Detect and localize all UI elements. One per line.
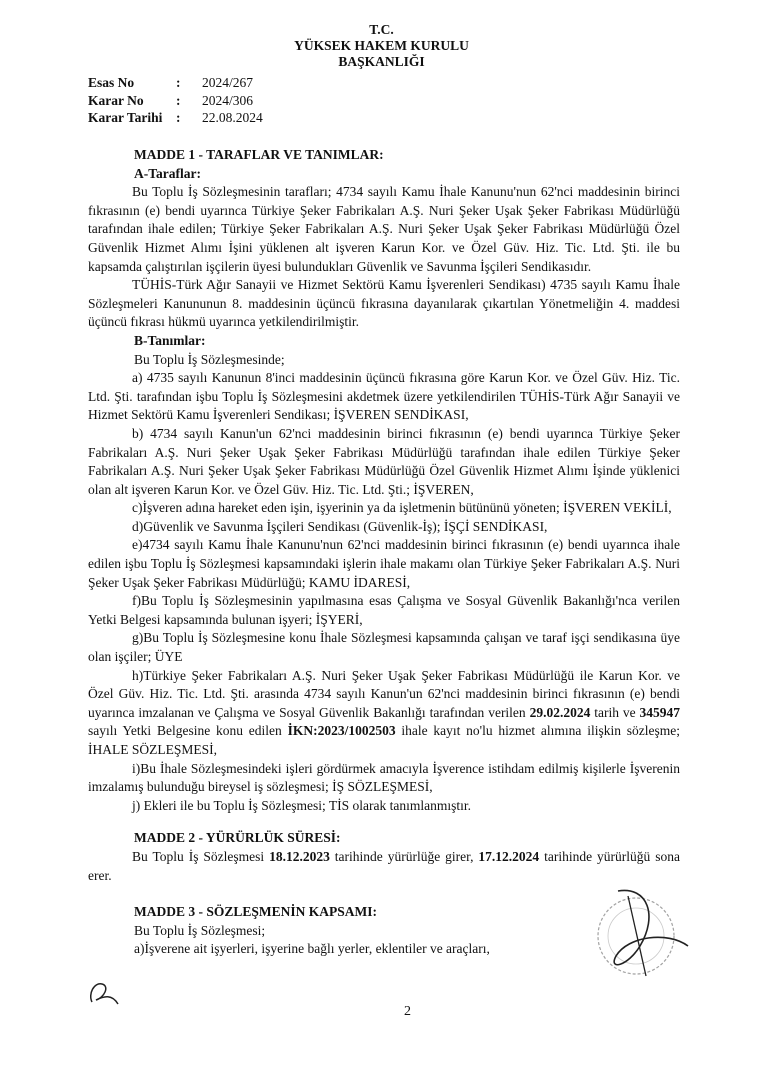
definition-h-text-3: sayılı Yetki Belgesine konu edilen [88, 723, 288, 739]
madde3-item-a: a)İşverene ait işyerleri, işyerine bağlı yerler, eklentiler ve araçları, [134, 941, 490, 957]
karar-label: Karar No [88, 92, 144, 108]
signature-stamp-icon [588, 876, 708, 986]
yetki-number: 345947 [639, 704, 680, 720]
definition-j: j) Ekleri ile bu Toplu İş Sözleşmesi; TİS olarak tanımlanmıştır. [132, 797, 472, 813]
karar-colon: : [176, 92, 181, 108]
definition-h-text-4: ihale kayıt no'lu hizmet alımına ilişkin sözleşme; İHALE SÖZLEŞMESİ, [88, 723, 680, 757]
madde1-heading: MADDE 1 - TARAFLAR VE TANIMLAR: [134, 147, 384, 162]
document-body [88, 146, 680, 959]
esas-label: Esas No [88, 75, 135, 90]
tarih-label: Karar Tarihi [88, 110, 163, 125]
karar-value: 2024/306 [202, 92, 254, 108]
definition-h-text-2: tarih ve [590, 704, 640, 720]
section-gap [88, 815, 680, 829]
definition-d: d)Güvenlik ve Savunma İşçileri Sendikası (Güvenlik-İş); İŞÇİ SENDİKASI, [132, 518, 548, 534]
header-institution: YÜKSEK HAKEM KURULU [294, 38, 469, 53]
madde2-text-2: tarihinde yürürlüğe girer, [329, 848, 479, 864]
madde3-heading: MADDE 3 - SÖZLEŞMENİN KAPSAMI: [134, 904, 378, 920]
tanimlar-heading: B-Tanımlar: [134, 332, 206, 348]
case-metadata [88, 74, 263, 127]
esas-colon: : [176, 75, 181, 90]
yetki-date: 29.02.2024 [529, 704, 591, 720]
esas-row [88, 74, 263, 92]
definition-a: a) 4735 sayılı Kanunun 8'inci maddesinin üçüncü fıkrasına göre Karun Kor. ve Özel Güv. Hiz. Tic. Ltd. Şti. tarafından işbu Toplu İş Sözleşmesini akdetmek üzere yetkilendirilen TÜHİS-Türk Ağır Sanayii ve Hizmet Sektörü Kamu İşverenleri Sendikası; İŞVEREN SENDİKASI, [88, 370, 680, 423]
end-date: 17.12.2024 [478, 848, 540, 864]
tarih-row [88, 109, 263, 127]
definition-f: f)Bu Toplu İş Sözleşmesinin yapılmasına esas Çalışma ve Sosyal Güvenlik Bakanlığı'nca verilen Yetki Belgesi kapsamında bulunan işyeri; İŞYERİ, [88, 593, 680, 627]
tarih-colon: : [176, 110, 181, 125]
definition-h-text-1: h)Türkiye Şeker Fabrikaları A.Ş. Nuri Şeker Uşak Şeker Fabrikası Müdürlüğü ile Karun Kor. ve Özel Güv. Hiz. Tic. Ltd. Şti. arasında 4734 sayılı Kanun'un 62'nci maddesinin birinci fıkrasının (e) bendi uyarınca imzalanan ve Çalışma ve Sosyal Güvenlik Bakanlığı tarafından verilen [88, 667, 680, 720]
definition-e: e)4734 sayılı Kamu İhale Kanunu'nun 62'nci maddesinin birinci fıkrasının (e) bendi uyarınca ihale edilen işbu Toplu İş Sözleşmesi kapsamındaki işlerin ihale makamı olan Türkiye Şeker Fabrikaları A.Ş. Nuri Şeker Uşak Şeker Fabrikası Müdürlüğü; KAMU İDARESİ, [88, 537, 680, 590]
start-date: 18.12.2023 [269, 848, 330, 864]
madde3-intro: Bu Toplu İş Sözleşmesi; [134, 922, 266, 938]
definition-i: i)Bu İhale Sözleşmesindeki işleri gördürmek amacıyla İşverence istihdam edilmiş kişilerle İşverenin imzalamış bulunduğu bireysel iş sözleşmesi; İŞ SÖZLEŞMESİ, [88, 760, 680, 795]
definition-g: g)Bu Toplu İş Sözleşmesine konu İhale Sözleşmesi kapsamında çalışan ve taraf işçi sendikasına üye olan işçiler; ÜYE [88, 630, 680, 665]
header-presidency: BAŞKANLIĞI [338, 54, 425, 69]
madde2-text-3: tarihinde yürürlüğü sona erer. [88, 848, 680, 883]
tanimlar-intro: Bu Toplu İş Sözleşmesinde; [134, 351, 285, 367]
definition-h [88, 667, 680, 760]
initial-signature-icon [84, 974, 124, 1010]
definition-b: b) 4734 sayılı Kanun'un 62'nci maddesinin birinci fıkrasının (e) bendi uyarınca Türkiye Şeker Fabrikaları A.Ş. Nuri Şeker Uşak Şeker Fabrikası Müdürlüğü tarafından ihale edilen Türkiye Şeker Fabrikaları A.Ş. Nuri Şeker Uşak Şeker Fabrikası Müdürlüğü Özel Güvenlik Hizmet Alımı İşinde yüklenici olan alt işveren Karun Kor. ve Özel Güv. Hiz. Tic. Ltd. Şti.; İŞVEREN, [88, 425, 680, 497]
header-tc: T.C. [369, 22, 394, 37]
definition-c: c)İşveren adına hareket eden işin, işyerinin ya da işletmenin bütününü yöneten; İŞVEREN VEKİLİ, [132, 500, 672, 516]
ikn-number: İKN:2023/1002503 [287, 723, 396, 739]
taraflar-paragraph-2: TÜHİS-Türk Ağır Sanayii ve Hizmet Sektörü Kamu İşverenleri Sendikası) 4735 sayılı Kamu İhale Sözleşmeleri Kanununun 8. maddesinin üçüncü fıkrasına dayanılarak çıkartılan Yönetmeliğin 4. maddesi üçüncü fıkrası hükmü uyarınca yetkilendirilmiştir. [88, 277, 680, 330]
page-number: 2 [404, 1004, 411, 1019]
madde2-heading: MADDE 2 - YÜRÜRLÜK SÜRESİ: [134, 830, 341, 846]
taraflar-paragraph-1: Bu Toplu İş Sözleşmesinin tarafları; 4734 sayılı Kamu İhale Kanunu'nun 62'nci maddesinin birinci fıkrasının (e) bendi uyarınca Türkiye Şeker Fabrikaları A.Ş. Nuri Şeker Uşak Şeker Fabrikası Müdürlüğü tarafından ihale edilen; Türkiye Şeker Fabrikaları A.Ş. Nuri Şeker Uşak Şeker Fabrikası Müdürlüğü Özel Güvenlik Hizmet Alımı İşini yüklenen alt işveren Karun Kor. ve Özel Güv. Hiz. Tic. Ltd. Şti. ile bu kapsamda çalıştırılan işçilerin üyesi bulundukları Güvenlik ve Savunma İşçileri Sendikasıdır. [88, 184, 680, 274]
karar-row [88, 92, 263, 110]
tarih-value: 22.08.2024 [202, 110, 263, 125]
madde2-text-1: Bu Toplu İş Sözleşmesi [132, 848, 270, 864]
esas-value: 2024/267 [202, 75, 254, 90]
taraflar-heading: A-Taraflar: [134, 165, 201, 181]
